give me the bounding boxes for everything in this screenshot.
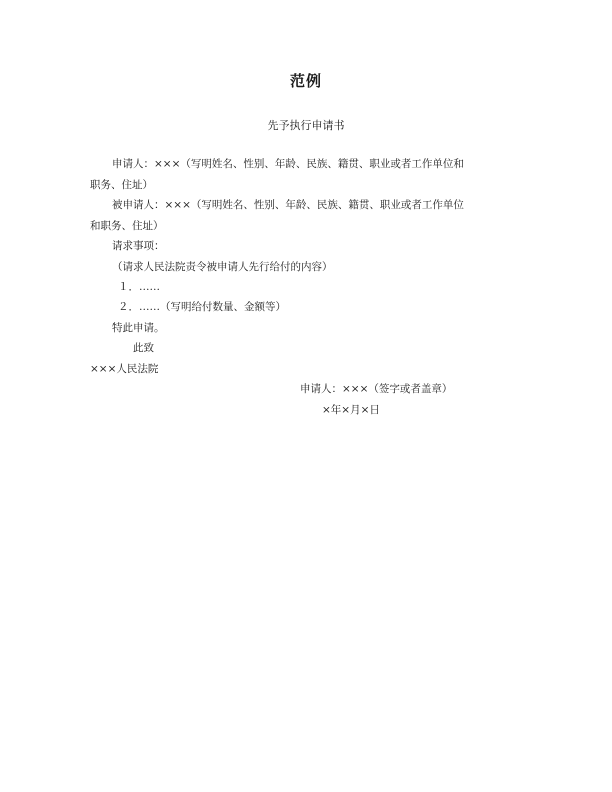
date-line: ×年×月×日 — [322, 404, 380, 416]
request-item-2: ２．……（写明给付数量、金额等） — [118, 301, 286, 313]
respondent-line-1: 被申请人：×××（写明姓名、性别、年龄、民族、籍贯、职业或者工作单位 — [112, 199, 464, 211]
court-name: ×××人民法院 — [90, 363, 159, 375]
applicant-line-1: 申请人：×××（写明姓名、性别、年龄、民族、籍贯、职业或者工作单位和 — [112, 158, 464, 170]
document-heading: 范例 — [289, 72, 322, 90]
applicant-line-2: 职务、住址） — [90, 179, 153, 191]
salutation: 此致 — [133, 342, 154, 354]
signature-line: 申请人：×××（签字或者盖章） — [300, 383, 453, 395]
request-description: （请求人民法院责令被申请人先行给付的内容） — [112, 261, 333, 273]
request-label: 请求事项： — [112, 240, 165, 252]
respondent-line-2: 和职务、住址） — [90, 220, 164, 232]
document-title: 先予执行申请书 — [267, 119, 345, 132]
request-item-1: １．…… — [118, 281, 160, 293]
closing-statement: 特此申请。 — [112, 322, 165, 334]
